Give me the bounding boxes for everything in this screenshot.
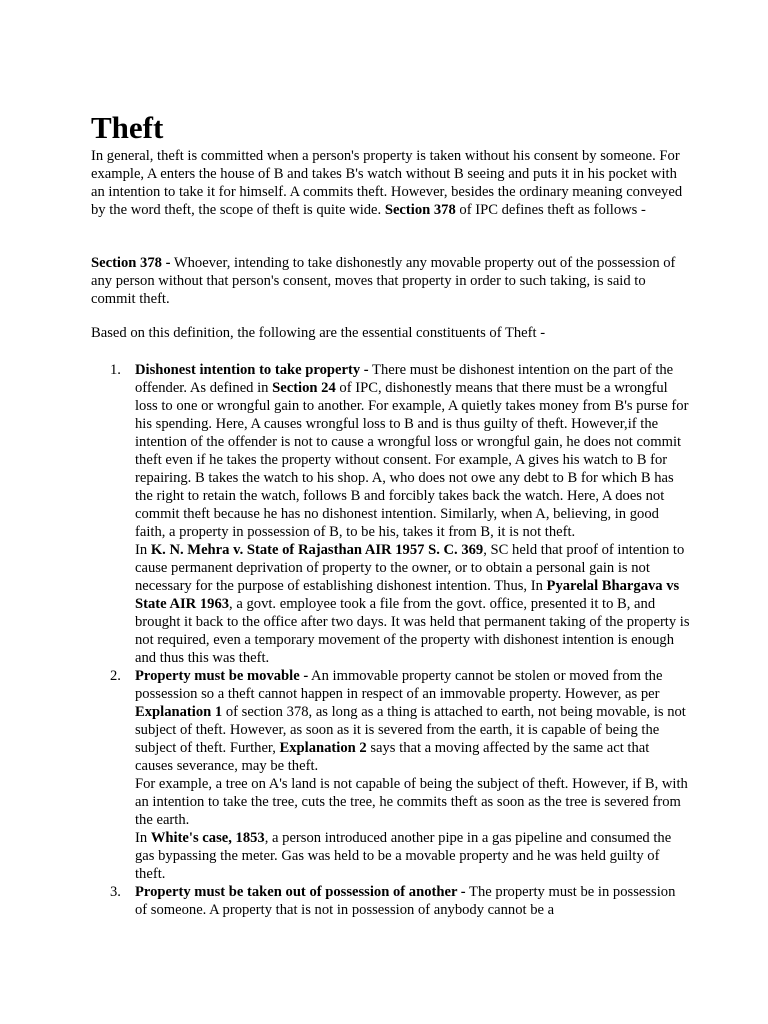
item-heading: Property must be taken out of possession of another - bbox=[135, 884, 466, 900]
explanation-ref: Explanation 1 bbox=[135, 704, 223, 720]
item-section-ref: Section 24 bbox=[272, 380, 336, 396]
case-citation: White's case, 1853 bbox=[150, 830, 265, 846]
list-number: 1. bbox=[110, 362, 121, 378]
item-heading: Property must be movable - bbox=[135, 668, 309, 684]
item-text: , a person introduced another pipe in a gas pipeline and consumed the gas bypassing the meter. Gas was held to be a movable property and he was held guilty of theft. bbox=[135, 830, 672, 882]
item-text: says that a moving affected by the same act that causes severance, may be theft. bbox=[135, 740, 650, 774]
intro-section-ref: Section 378 bbox=[384, 202, 456, 218]
list-item bbox=[91, 361, 691, 667]
constituents-list bbox=[91, 361, 691, 919]
list-item bbox=[91, 883, 691, 919]
case-citation: K. N. Mehra v. State of Rajasthan AIR 1957 S. C. 369 bbox=[150, 542, 484, 558]
item-text: , SC held that proof of intention to cause permanent deprivation of property to the owner, or to obtain a personal gain is not necessary for the purpose of establishing dishonest intention. Thus, In bbox=[135, 542, 685, 594]
constituents-intro bbox=[91, 324, 691, 342]
item-heading: Dishonest intention to take property - bbox=[135, 362, 369, 378]
intro-paragraph bbox=[91, 147, 691, 219]
intro-text: In general, theft is committed when a person's property is taken without his consent by someone. For example, A enters the house of B and takes B's watch without B seeing and puts it in his pocket with an intention to take it for himself. A commits theft. However, besides the ordinary meaning conveyed by the word theft, the scope of theft is quite wide. bbox=[91, 148, 683, 218]
item-text: In bbox=[135, 542, 151, 558]
item-text: For example, a tree on A's land is not capable of being the subject of theft. However, if B, with an intention to take the tree, cuts the tree, he commits theft as soon as the tree is severed from the earth. bbox=[135, 776, 688, 828]
list-number: 2. bbox=[110, 668, 121, 684]
item-text: There must be dishonest intention on the part of the offender. As defined in bbox=[135, 362, 674, 396]
item-text: In bbox=[135, 830, 151, 846]
intro-text-end: of IPC defines theft as follows - bbox=[455, 202, 646, 218]
item-text: of section 378, as long as a thing is attached to earth, not being movable, is not subject of theft. However, as soon as it is severed from the earth, it is capable of being the subject of theft. Further, bbox=[135, 704, 686, 756]
item-text: of IPC, dishonestly means that there must be a wrongful loss to one or wrongful gain to another. For example, A quietly takes money from B's purse for his spending. Here, A causes wrongful loss to B and is thus guilty of theft. However,if the intention of the offender is not to cause a wrongful loss or wrongful gain, he does not commit theft even if he takes the property without consent. For example, A gives his watch to B for repairing. B takes the watch to his shop. A, who does not owe any debt to B for which B has the right to retain the watch, follows B and forcibly takes back the watch. Here, A does not commit theft because he has no dishonest intention. Similarly, when A, believing, in good faith, a property in possession of B, to be his, takes it from B, it is not theft. bbox=[135, 380, 689, 540]
list-item bbox=[91, 667, 691, 883]
constituents-intro-text: Based on this definition, the following are the essential constituents of Theft - bbox=[91, 325, 546, 341]
item-text: , a govt. employee took a file from the govt. office, presented it to B, and brought it back to the office after two days. It was held that permanent taking of the property is not required, even a temporary movement of the property with dishonest intention is enough and thus this was theft. bbox=[135, 596, 690, 666]
definition-text: Whoever, intending to take dishonestly any movable property out of the possession of any person without that person's consent, moves that property in order to such taking, is said to commit theft. bbox=[91, 255, 676, 307]
list-number: 3. bbox=[110, 884, 121, 900]
explanation-ref: Explanation 2 bbox=[279, 740, 367, 756]
page-title: Theft bbox=[91, 110, 164, 145]
item-text: The property must be in possession of someone. A property that is not in possession of anybody cannot be a bbox=[135, 884, 676, 918]
case-citation: Pyarelal Bhargava vs State AIR 1963 bbox=[135, 578, 680, 612]
definition-label: Section 378 - bbox=[91, 255, 171, 271]
definition-paragraph bbox=[91, 254, 691, 308]
item-text: An immovable property cannot be stolen or moved from the possession so a theft cannot happen in respect of an immovable property. However, as per bbox=[135, 668, 663, 702]
